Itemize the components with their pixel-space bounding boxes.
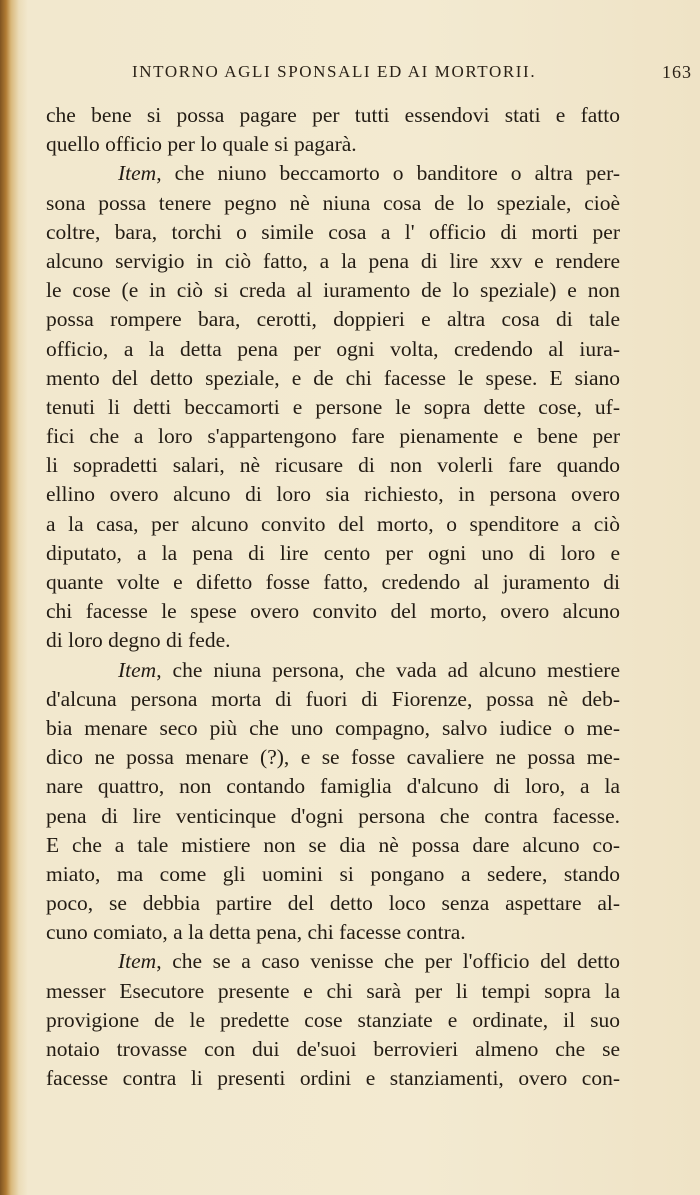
- text-line: E che a tale mistiere non se dia nè possa dare alcuno co-: [46, 832, 620, 857]
- text-line: poco, se debbia partire del detto loco senza aspettare al-: [46, 891, 620, 916]
- text-line: coltre, bara, torchi o simile cosa a l' officio di morti per: [46, 219, 620, 244]
- text-line: provigione de le predette cose stanziate e ordinate, il suo: [46, 1007, 620, 1032]
- text-line: notaio trovasse con dui de'suoi berrovieri almeno che se: [46, 1037, 620, 1061]
- text-line: che bene si possa pagare per tutti essendovi stati e fatto: [46, 103, 620, 127]
- item-word: Item: [118, 657, 157, 682]
- text-line: d'alcuna persona morta di fuori di Fiorenze, possa nè deb-: [46, 686, 620, 711]
- text-line: quello officio per lo quale si pagarà.: [46, 132, 357, 157]
- text-line: tenuti li detti beccamorti e persone le sopra dette cose, uf-: [46, 394, 620, 419]
- text-line: le cose (e in ciò si creda al iuramento de lo speziale) e non: [46, 278, 620, 303]
- text-line: ellino overo alcuno di loro sia richiesto, in persona overo: [46, 482, 620, 507]
- text-line: miato, ma come gli uomini si pongano a sedere, stando: [46, 861, 620, 886]
- text-line: alcuno servigio in ciò fatto, a la pena di lire xxv e rendere: [46, 248, 620, 273]
- text-line: mento del detto speziale, e de chi facesse le spese. E siano: [46, 365, 620, 390]
- text-line: quante volte e difetto fosse fatto, credendo al juramento di: [46, 570, 620, 594]
- body-text: [46, 101, 620, 1093]
- text-line: bia menare seco più che uno compagno, salvo iudice o me-: [46, 715, 620, 740]
- text-line: officio, a la detta pena per ogni volta, credendo al iura-: [46, 336, 620, 361]
- item-word: Item: [118, 161, 157, 186]
- text-line: sona possa tenere pegno nè niuna cosa de lo speziale, cioè: [46, 190, 620, 215]
- text-line: diputato, a la pena di lire cento per ogni uno di loro e: [46, 540, 620, 565]
- text-line: messer Esecutore presente e chi sarà per li tempi sopra la: [46, 978, 620, 1003]
- text-line: nare quattro, non contando famiglia d'alcuno di loro, a la: [46, 774, 620, 799]
- text-line: fici che a loro s'appartengono fare pienamente e bene per: [46, 424, 620, 449]
- text-line: cuno comiato, a la detta pena, chi facesse contra.: [46, 920, 466, 945]
- running-title: INTORNO AGLI SPONSALI ED AI MORTORII.: [132, 62, 537, 81]
- text-line: facesse contra li presenti ordini e stanziamenti, overo con-: [46, 1066, 620, 1091]
- text-line: dico ne possa menare (?), e se fosse cavaliere ne possa me-: [46, 745, 620, 770]
- text-line: li sopradetti salari, nè ricusare di non volerli fare quando: [46, 453, 620, 478]
- paragraph-first-line: Item, che se a caso venisse che per l'officio del detto: [118, 949, 620, 974]
- text-line: di loro degno di fede.: [46, 628, 231, 653]
- text-line: chi facesse le spese overo convito del morto, overo alcuno: [46, 599, 620, 624]
- text-line: possa rompere bara, cerotti, doppieri e altra cosa di tale: [46, 307, 620, 332]
- text-line: a la casa, per alcuno convito del morto, o spenditore a ciò: [46, 511, 620, 536]
- page-number: 163: [662, 62, 692, 82]
- running-header: [132, 62, 692, 92]
- paragraph-first-line: Item, che niuna persona, che vada ad alcuno mestiere: [118, 657, 620, 682]
- text-line: pena di lire venticinque d'ogni persona che contra facesse.: [46, 803, 620, 828]
- item-word: Item: [118, 949, 157, 974]
- paragraph-first-line: Item, che niuno beccamorto o banditore o altra per-: [118, 161, 620, 186]
